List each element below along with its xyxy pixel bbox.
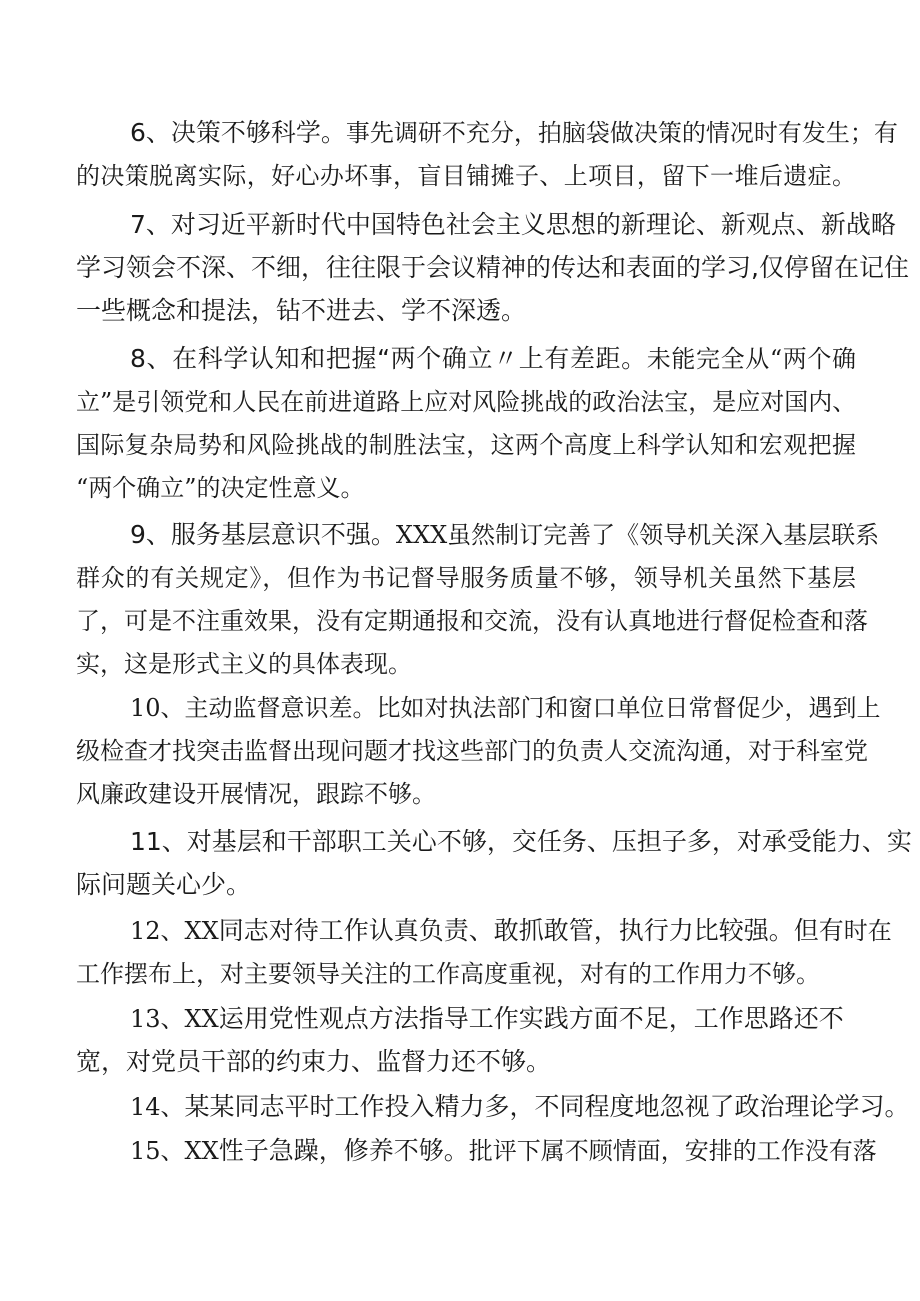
item-9-line-1	[130, 513, 880, 557]
item-13-line-2: 宽，对党员干部的约束力、监督力还不够。	[76, 1047, 552, 1076]
item-8-text: 未能完全从“两个确	[646, 345, 856, 373]
item-10-line-3: 风廉政建设开展情况，跟踪不够。	[76, 780, 436, 808]
item-9-line-2: 群众的有关规定》，但作为书记督导服务质量不够，领导机关虽然下基层	[76, 564, 856, 592]
item-8-line-4: “两个确立”的决定性意义。	[76, 474, 365, 502]
item-13-heading: 运用党性观点方法指导工作实践方面不足，工作思路还不	[218, 1004, 844, 1033]
item-6-line-1	[130, 111, 898, 155]
item-15-heading: 性子急躁，修养不够。	[218, 1136, 469, 1165]
item-7-line-1: 7、对习近平新时代中国特色社会主义思想的新理论、新观点、新战略	[130, 210, 896, 239]
item-15-number: 15、XX	[130, 1137, 219, 1165]
item-8-line-2: 立”是引领党和人民在前进道路上应对风险挑战的政治法宝，是应对国内、	[76, 388, 857, 416]
item-8-heading: 8、在科学认知和把握“两个确立〃上有差距。	[130, 344, 647, 373]
item-12-text: 时在	[843, 917, 892, 945]
item-6-heading: 、决策不够科学。	[145, 118, 346, 147]
item-15-line-1	[130, 1129, 877, 1173]
item-11-line-1: 11、对基层和干部职工关心不够，交任务、压担子多，对承受能力、实	[130, 827, 912, 856]
item-14-heading: 某某同志平时工作投入精力多，不同程度地忽视了政治理论学习。	[184, 1092, 910, 1121]
item-12-line-1	[130, 909, 892, 953]
item-14-number: 14、	[130, 1093, 185, 1121]
item-12-heading: 同志对待工作认真负责、敢抓敢管，执行力比较强。但有	[218, 916, 844, 945]
item-6-line-2: 的决策脱离实际，好心办坏事，盲目铺摊子、上项目，留下一堆后遗症。	[76, 162, 856, 190]
item-9-line-3: 了，可是不注重效果，没有定期通报和交流，没有认真地进行督促检查和落	[76, 607, 868, 635]
item-9-line-4: 实，这是形式主义的具体表现。	[76, 650, 412, 678]
item-12-line-2: 工作摆布上，对主要领导关注的工作高度重视，对有的工作用力不够。	[76, 960, 820, 988]
item-12-number: 12、XX	[130, 917, 219, 945]
item-15-text: 批评下属不顾情面，安排的工作没有落	[468, 1137, 877, 1165]
item-6-lead: 6	[130, 118, 146, 147]
item-8-line-3: 国际复杂局势和风险挑战的制胜法宝，这两个高度上科学认知和宏观把握	[76, 431, 856, 459]
item-10-line-2: 级检查才找突击监督出现问题才找这些部门的负责人交流沟通，对于科室党	[76, 737, 868, 765]
item-7-line-3: 一些概念和提法，钻不进去、学不深透。	[76, 296, 527, 325]
item-14-line-1	[130, 1085, 910, 1129]
item-13-line-1	[130, 997, 844, 1041]
item-9-heading: 9、服务基层意识不强。	[130, 520, 396, 549]
item-8-line-1	[130, 337, 856, 381]
item-11-line-2: 际问题关心少。	[76, 870, 252, 899]
item-10-line-1: 10、主动监督意识差。比如对执法部门和窗口单位日常督促少，遇到上	[130, 694, 881, 722]
item-7-line-2: 学习领会不深、不细，往往限于会议精神的传达和表面的学习,仅停留在记住	[76, 253, 909, 282]
item-9-text: XXX虽然制订完善了《领导机关深入基层联系	[395, 521, 880, 549]
item-6-text: 事先调研不充分，拍脑袋做决策的情况时有发生；有	[345, 119, 898, 147]
item-13-number: 13、XX	[130, 1005, 219, 1033]
